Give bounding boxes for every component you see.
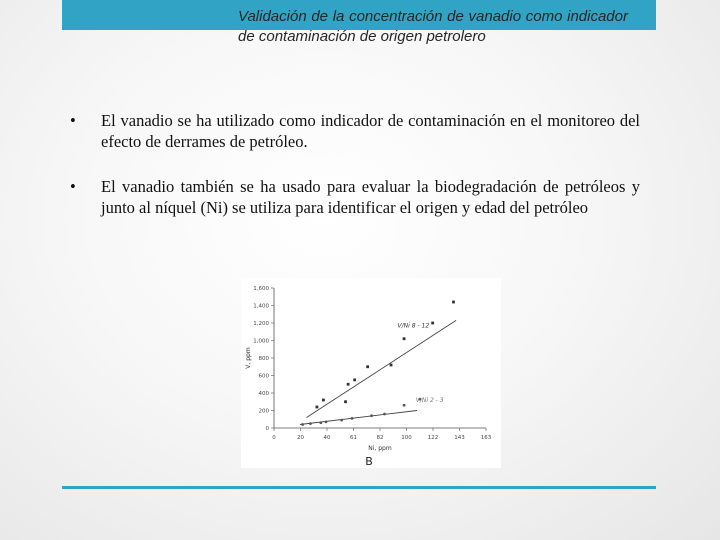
data-point: [340, 419, 343, 422]
x-tick-label: 20: [297, 435, 304, 441]
data-point: [322, 399, 325, 402]
data-point: [452, 301, 455, 304]
series-label: V/Ni 8 - 12: [397, 322, 430, 330]
data-point: [431, 322, 434, 325]
data-point: [366, 365, 369, 368]
x-tick-label: 40: [323, 435, 331, 441]
data-point: [325, 420, 328, 423]
x-tick-label: 82: [376, 435, 384, 441]
data-point: [309, 422, 312, 425]
y-tick-label: 400: [258, 391, 269, 397]
bullet-icon: •: [70, 177, 76, 196]
x-axis-label: Ni, ppm: [368, 445, 392, 452]
y-tick-label: 800: [258, 356, 269, 362]
chart-figure: [241, 278, 501, 468]
bullet-text: El vanadio también se ha usado para evaluar la biodegradación de petróleos y junto al níquel (Ni) se utiliza para identificar el origen y edad del petróleo: [101, 177, 640, 217]
scatter-chart: [241, 278, 501, 468]
bullet-icon: •: [70, 111, 76, 130]
data-point: [383, 413, 386, 416]
data-point: [370, 414, 373, 417]
x-tick-label: 100: [401, 435, 412, 441]
y-tick-label: 1,000: [253, 338, 269, 345]
y-axis-label: V, ppm: [245, 347, 252, 369]
x-tick-label: 143: [454, 435, 465, 441]
trend-line: [300, 411, 417, 425]
data-point: [403, 337, 406, 340]
data-point: [353, 378, 356, 381]
y-tick-label: 1,600: [253, 286, 269, 292]
data-point: [319, 421, 322, 424]
data-point: [316, 406, 319, 409]
y-tick-label: 1,400: [253, 303, 269, 310]
y-tick-label: 0: [265, 426, 269, 432]
footer-rule: [62, 486, 656, 489]
data-point: [351, 417, 354, 420]
slide-title: Validación de la concentración de vanadio como indicador de contaminación de origen petrolero: [238, 8, 628, 45]
data-point: [301, 423, 304, 426]
y-tick-label: 1,200: [253, 321, 269, 327]
x-tick-label: 61: [350, 435, 357, 441]
data-point: [347, 383, 350, 386]
x-tick-label: 0: [272, 435, 276, 441]
bullet-text: El vanadio se ha utilizado como indicador de contaminación en el monitoreo del efecto de derrames de petróleo.: [101, 111, 640, 151]
x-tick-label: 122: [427, 435, 439, 441]
data-point: [390, 364, 393, 367]
x-tick-label: 163: [480, 435, 492, 441]
data-point: [403, 404, 406, 407]
y-tick-label: 200: [258, 408, 269, 415]
data-point: [344, 400, 347, 403]
figure-caption: B: [365, 455, 373, 468]
series-label: V/Ni 2 - 3: [415, 396, 444, 404]
y-tick-label: 600: [258, 373, 269, 380]
